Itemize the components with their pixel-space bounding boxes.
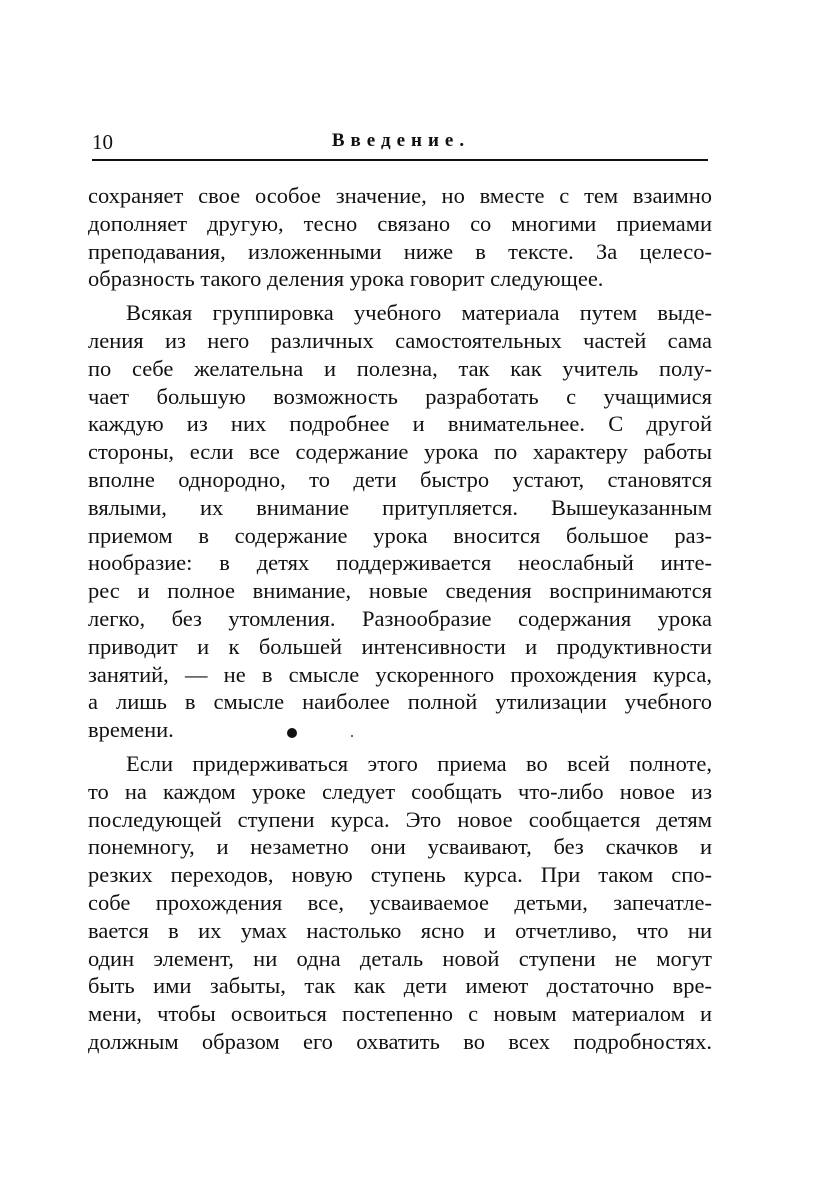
text-line: один элемент, ни одна деталь новой ступени не могут xyxy=(88,945,712,971)
text-line: приводит и к большей интенсивности и продуктивности xyxy=(88,633,712,659)
text-line: преподавания, изложенными ниже в тексте. За целесо- xyxy=(88,238,712,264)
text-line: собе прохождения все, усваиваемое детьми, запечатле- xyxy=(88,889,712,915)
text-line: то на каждом уроке следует сообщать что-либо новое из xyxy=(88,778,712,804)
header-rule xyxy=(92,159,708,161)
text-line: вается в их умах настолько ясно и отчетливо, что ни xyxy=(88,917,712,943)
text-line: вполне однородно, то дети быстро устают, становятся xyxy=(88,466,712,492)
text-line: ления из него различных самостоятельных частей сама xyxy=(88,327,712,353)
text-line: понемногу, и незаметно они усваивают, без скачков и xyxy=(88,834,712,860)
text-line: Если придерживаться этого приема во всей полноте, xyxy=(126,750,712,776)
text-line: а лишь в смысле наиболее полной утилизации учебного xyxy=(88,689,712,715)
page-header xyxy=(92,124,710,160)
body-text xyxy=(88,182,712,1056)
text-line: вялыми, их внимание притупляется. Вышеуказанным xyxy=(88,494,712,520)
ink-speck xyxy=(351,735,353,737)
text-line: резких переходов, новую ступень курса. При таком спо- xyxy=(88,862,712,888)
text-line: рес и полное внимание, новые сведения воспринимаются xyxy=(88,578,712,604)
text-line: нообразие: в детях поддерживается неослабный инте- xyxy=(88,550,712,576)
text-line: образность такого деления урока говорит следующее. xyxy=(88,266,604,292)
text-line: последующей ступени курса. Это новое сообщается детям xyxy=(88,806,712,832)
text-line: занятий, — не в смысле ускоренного прохождения курса, xyxy=(88,661,712,687)
text-line: легко, без утомления. Разнообразие содержания урока xyxy=(88,605,712,631)
text-line: каждую из них подробнее и внимательнее. С другой xyxy=(88,411,712,437)
text-line: стороны, если все содержание урока по характеру работы xyxy=(88,439,712,465)
text-line: Всякая группировка учебного материала путем выде- xyxy=(126,300,712,326)
page-number: 10 xyxy=(92,130,113,154)
running-title: Введение. xyxy=(331,130,471,151)
text-line: дополняет другую, тесно связано со многими приемами xyxy=(88,210,712,236)
text-line: сохраняет свое особое значение, но вместе с тем взаимно xyxy=(88,183,712,208)
text-line: приемом в содержание урока вносится большое раз- xyxy=(88,522,712,548)
text-line: чает большую возможность разработать с учащимися xyxy=(88,383,712,409)
text-line: должным образом его охватить во всех подробностях. xyxy=(88,1028,712,1054)
text-line: по себе желательна и полезна, так как учитель полу- xyxy=(88,355,712,381)
ink-blot xyxy=(287,728,297,738)
text-line: мени, чтобы освоиться постепенно с новым материалом и xyxy=(88,1001,712,1027)
text-line: быть ими забыты, так как дети имеют достаточно вре- xyxy=(88,973,712,999)
text-line: времени. xyxy=(88,717,174,743)
